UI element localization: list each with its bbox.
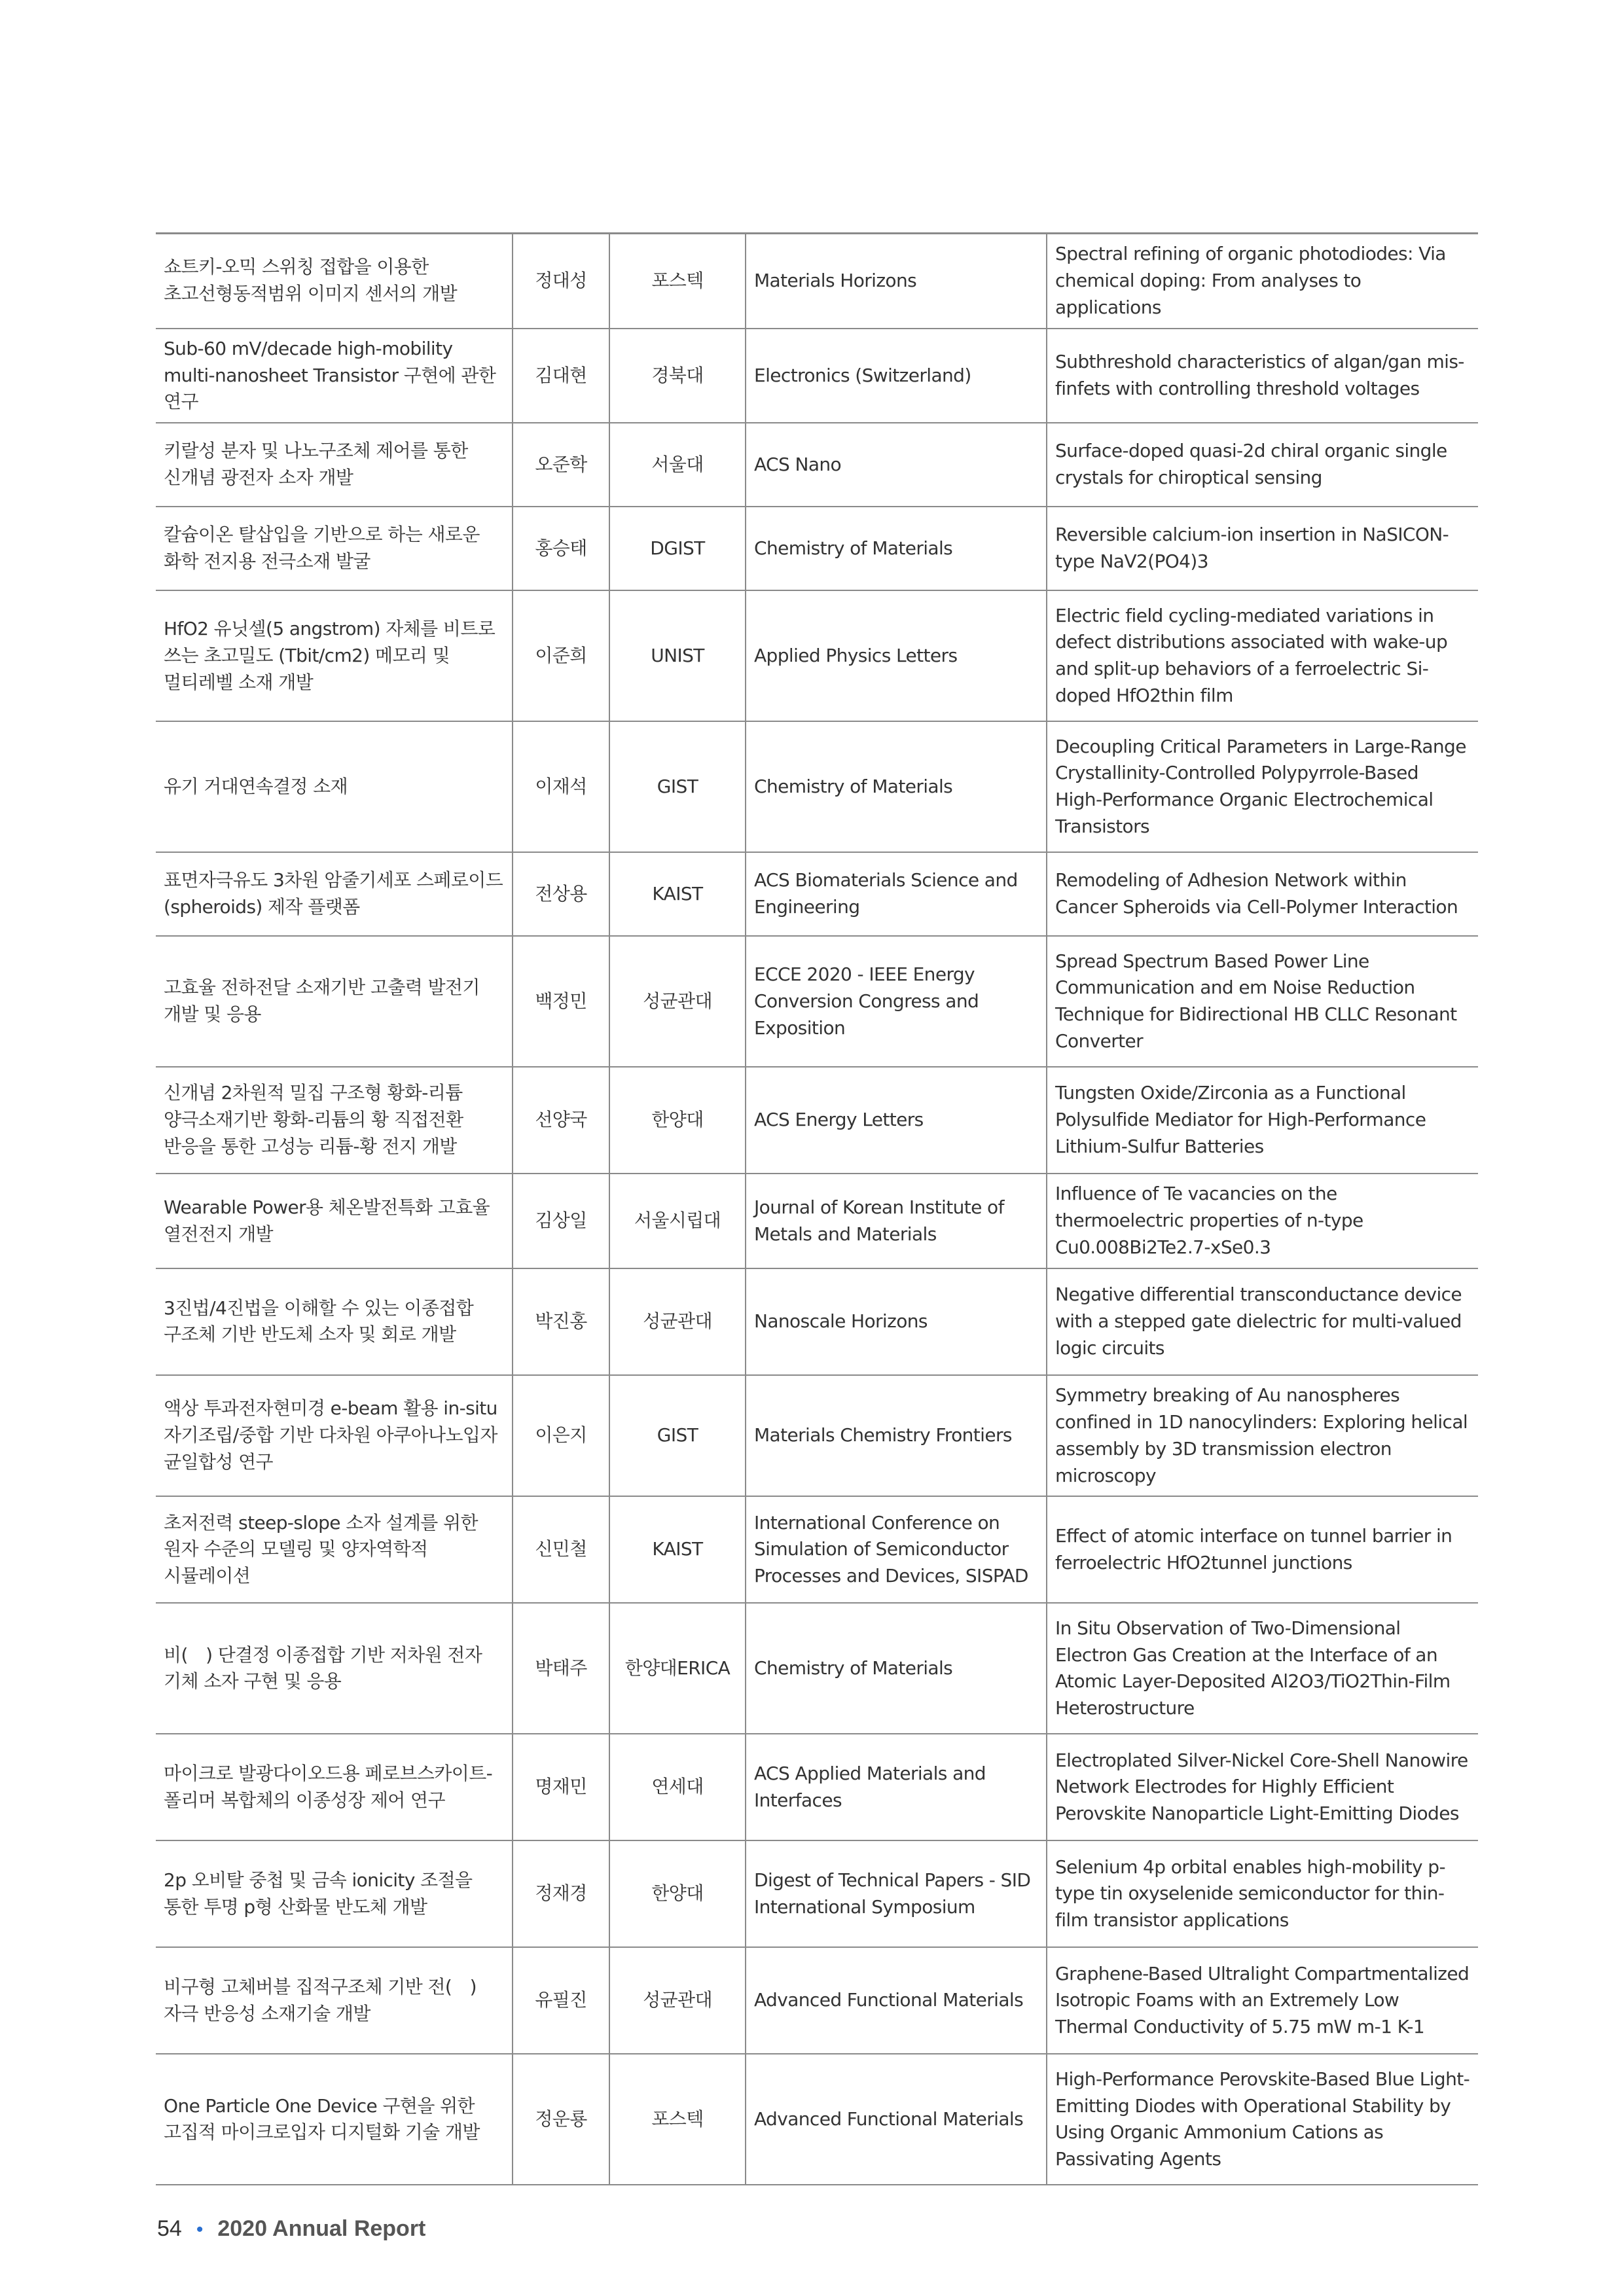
project-title: 쇼트키-오믹 스위칭 접합을 이용한 초고선형동적범위 이미지 센서의 개발 — [164, 256, 458, 305]
paper-title: Electroplated Silver-Nickel Core-Shell Nanowire Network Electrodes for Highly Efficient Perovskite Nanoparticle Light-Emitting Diodes — [1047, 1734, 1478, 1840]
journal: International Conference on Simulation of Semiconductor Processes and Devices, SISPAD — [746, 1496, 1047, 1603]
table-row — [156, 1947, 1478, 2054]
table-row — [156, 1375, 1478, 1497]
paper-title: Decoupling Critical Parameters in Large-Range Crystallinity-Controlled Polypyrrole-Based High-Performance Organic Electrochemical Transistors — [1047, 721, 1478, 852]
paper-title: Selenium 4p orbital enables high-mobility p-type tin oxyselenide semiconductor for thin-film transistor applications — [1047, 1840, 1478, 1947]
project-title: 액상 투과전자현미경 e-beam 활용 in-situ 자기조립/중합 기반 다차원 아쿠아나노입자 균일합성 연구 — [164, 1397, 497, 1473]
journal: Advanced Functional Materials — [746, 2054, 1047, 2185]
researcher-name: 김대현 — [513, 329, 609, 423]
institution: 연세대 — [609, 1734, 746, 1840]
institution: 포스텍 — [609, 234, 746, 329]
paper-title: Influence of Te vacancies on the thermoelectric properties of n-type Cu0.008Bi2Te2.7-xSe0.3 — [1047, 1174, 1478, 1268]
table-row — [156, 1268, 1478, 1375]
table-row — [156, 507, 1478, 590]
researcher-name: 백정민 — [513, 936, 609, 1067]
paper-title: High-Performance Perovskite-Based Blue Light-Emitting Diodes with Operational Stability by Using Organic Ammonium Cations as Passivating Agents — [1047, 2054, 1478, 2185]
table-row — [156, 590, 1478, 721]
table-row — [156, 936, 1478, 1067]
project-title: 3진법/4진법을 이해할 수 있는 이종접합 구조체 기반 반도체 소자 및 회로 개발 — [164, 1297, 474, 1346]
paper-title: Effect of atomic interface on tunnel barrier in ferroelectric HfO2tunnel junctions — [1047, 1496, 1478, 1603]
project-title: 칼슘이온 탈삽입을 기반으로 하는 새로운 화학 전지용 전극소재 발굴 — [164, 524, 480, 573]
project-title: Sub-60 mV/decade high-mobility multi-nanosheet Transistor 구현에 관한 연구 — [164, 337, 496, 413]
researcher-name: 유필진 — [513, 1947, 609, 2054]
journal: ACS Biomaterials Science and Engineering — [746, 852, 1047, 936]
researcher-name: 명재민 — [513, 1734, 609, 1840]
journal: Electronics (Switzerland) — [746, 329, 1047, 423]
institution: 한양대ERICA — [609, 1603, 746, 1734]
journal: Chemistry of Materials — [746, 507, 1047, 590]
paper-title: Spectral refining of organic photodiodes: Via chemical doping: From analyses to applications — [1047, 234, 1478, 329]
project-title: 고효율 전하전달 소재기반 고출력 발전기 개발 및 응용 — [164, 977, 480, 1026]
paper-title: Reversible calcium-ion insertion in NaSICON-type NaV2(PO4)3 — [1047, 507, 1478, 590]
institution: GIST — [609, 1375, 746, 1497]
paper-title: Electric field cycling-mediated variations in defect distributions associated with wake-up and split-up behaviors of a ferroelectric Si-doped HfO2thin film — [1047, 590, 1478, 721]
paper-title: Graphene-Based Ultralight Compartmentalized Isotropic Foams with an Extremely Low Thermal Conductivity of 5.75 mW m-1 K-1 — [1047, 1947, 1478, 2054]
project-title: 2p 오비탈 중첩 및 금속 ionicity 조절을 통한 투명 p형 산화물 반도체 개발 — [164, 1869, 473, 1918]
journal: Materials Chemistry Frontiers — [746, 1375, 1047, 1497]
institution: GIST — [609, 721, 746, 852]
table-row — [156, 1067, 1478, 1174]
table-row — [156, 721, 1478, 852]
table-row — [156, 1734, 1478, 1840]
research-table-body — [156, 234, 1478, 2185]
project-title: 유기 거대연속결정 소재 — [164, 775, 348, 797]
journal: ACS Nano — [746, 423, 1047, 507]
journal: Chemistry of Materials — [746, 1603, 1047, 1734]
researcher-name: 정재경 — [513, 1840, 609, 1947]
project-title: 비( ) 단결정 이종접합 기반 저차원 전자 기체 소자 구현 및 응용 — [164, 1643, 482, 1693]
table-row — [156, 1496, 1478, 1603]
project-title: 마이크로 발광다이오드용 페로브스카이트-폴리머 복합체의 이종성장 제어 연구 — [164, 1763, 493, 1811]
bullet-separator: • — [196, 2219, 204, 2240]
project-title: 표면자극유도 3차원 암줄기세포 스페로이드(spheroids) 제작 플랫폼 — [164, 869, 503, 918]
researcher-name: 박진홍 — [513, 1268, 609, 1375]
institution: KAIST — [609, 852, 746, 936]
journal: Advanced Functional Materials — [746, 1947, 1047, 2054]
institution: KAIST — [609, 1496, 746, 1603]
institution: 성균관대 — [609, 1268, 746, 1375]
journal: ECCE 2020 - IEEE Energy Conversion Congress and Exposition — [746, 936, 1047, 1067]
researcher-name: 정대성 — [513, 234, 609, 329]
table-row — [156, 423, 1478, 507]
institution: 한양대 — [609, 1067, 746, 1174]
table-row — [156, 234, 1478, 329]
page-number: 54 — [157, 2216, 182, 2241]
paper-title: Spread Spectrum Based Power Line Communication and em Noise Reduction Technique for Bidirectional HB CLLC Resonant Converter — [1047, 936, 1478, 1067]
page-footer — [157, 2216, 425, 2242]
institution: 서울대 — [609, 423, 746, 507]
researcher-name: 정운룡 — [513, 2054, 609, 2185]
institution: 경북대 — [609, 329, 746, 423]
journal: Chemistry of Materials — [746, 721, 1047, 852]
paper-title: Surface-doped quasi-2d chiral organic single crystals for chiroptical sensing — [1047, 423, 1478, 507]
table-row — [156, 852, 1478, 936]
journal: Materials Horizons — [746, 234, 1047, 329]
paper-title: Negative differential transconductance device with a stepped gate dielectric for multi-valued logic circuits — [1047, 1268, 1478, 1375]
journal: ACS Energy Letters — [746, 1067, 1047, 1174]
researcher-name: 전상용 — [513, 852, 609, 936]
researcher-name: 홍승태 — [513, 507, 609, 590]
project-title: 비구형 고체버블 집적구조체 기반 전( )자극 반응성 소재기술 개발 — [164, 1976, 477, 2024]
institution: 포스텍 — [609, 2054, 746, 2185]
researcher-name: 박태주 — [513, 1603, 609, 1734]
project-title: 초저전력 steep-slope 소자 설계를 위한 원자 수준의 모델링 및 양자역학적 시뮬레이션 — [164, 1511, 478, 1587]
table-row — [156, 2054, 1478, 2185]
researcher-name: 오준학 — [513, 423, 609, 507]
researcher-name: 신민철 — [513, 1496, 609, 1603]
institution: UNIST — [609, 590, 746, 721]
institution: DGIST — [609, 507, 746, 590]
researcher-name: 이은지 — [513, 1375, 609, 1497]
institution: 성균관대 — [609, 936, 746, 1067]
journal: Applied Physics Letters — [746, 590, 1047, 721]
project-title: One Particle One Device 구현을 위한 고집적 마이크로입자 디지털화 기술 개발 — [164, 2094, 480, 2144]
project-title: HfO2 유닛셀(5 angstrom) 자체를 비트로 쓰는 초고밀도 (Tbit/cm2) 메모리 및 멀티레벨 소재 개발 — [164, 617, 496, 693]
institution: 성균관대 — [609, 1947, 746, 2054]
researcher-name: 선양국 — [513, 1067, 609, 1174]
researcher-name: 이재석 — [513, 721, 609, 852]
journal: Digest of Technical Papers - SID International Symposium — [746, 1840, 1047, 1947]
journal: ACS Applied Materials and Interfaces — [746, 1734, 1047, 1840]
table-row — [156, 1840, 1478, 1947]
project-title: 키랄성 분자 및 나노구조체 제어를 통한 신개념 광전자 소자 개발 — [164, 440, 468, 489]
project-title: 신개념 2차원적 밀집 구조형 황화-리튬 양극소재기반 황화-리튬의 황 직접전환 반응을 통한 고성능 리튬-황 전지 개발 — [164, 1082, 463, 1158]
report-label: 2020 Annual Report — [217, 2216, 426, 2241]
paper-title: Subthreshold characteristics of algan/gan mis-finfets with controlling threshold voltages — [1047, 329, 1478, 423]
researcher-name: 이준희 — [513, 590, 609, 721]
institution: 한양대 — [609, 1840, 746, 1947]
project-title: Wearable Power용 체온발전특화 고효율 열전전지 개발 — [164, 1196, 490, 1245]
journal: Nanoscale Horizons — [746, 1268, 1047, 1375]
research-table — [156, 232, 1478, 2185]
table-row — [156, 329, 1478, 423]
paper-title: Tungsten Oxide/Zirconia as a Functional Polysulfide Mediator for High-Performance Lithium-Sulfur Batteries — [1047, 1067, 1478, 1174]
journal: Journal of Korean Institute of Metals and Materials — [746, 1174, 1047, 1268]
table-row — [156, 1174, 1478, 1268]
paper-title: Symmetry breaking of Au nanospheres confined in 1D nanocylinders: Exploring helical assembly by 3D transmission electron microscopy — [1047, 1375, 1478, 1497]
paper-title: Remodeling of Adhesion Network within Cancer Spheroids via Cell-Polymer Interaction — [1047, 852, 1478, 936]
researcher-name: 김상일 — [513, 1174, 609, 1268]
paper-title: In Situ Observation of Two-Dimensional Electron Gas Creation at the Interface of an Atomic Layer-Deposited Al2O3/TiO2Thin-Film Heterostructure — [1047, 1603, 1478, 1734]
institution: 서울시립대 — [609, 1174, 746, 1268]
table-row — [156, 1603, 1478, 1734]
